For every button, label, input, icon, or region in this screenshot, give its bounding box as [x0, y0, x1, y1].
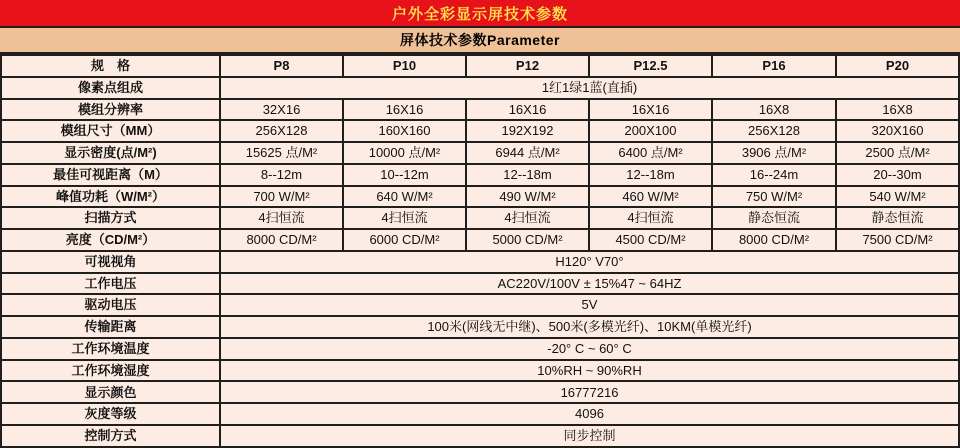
- sheet-title: 户外全彩显示屏技术参数: [391, 5, 568, 23]
- spec-table-body: [1, 55, 959, 447]
- sheet-title-band: [0, 0, 960, 28]
- merged-cell-value: 5V: [220, 294, 959, 316]
- cell-value: 2500 点/M²: [836, 142, 959, 164]
- row-label: 可视视角: [1, 251, 220, 273]
- column-header: P8: [220, 55, 343, 77]
- cell-value: 16--24m: [712, 164, 836, 186]
- table-row: [1, 360, 959, 382]
- cell-value: 490 W/M²: [466, 186, 589, 208]
- table-row: [1, 273, 959, 295]
- table-row: [1, 338, 959, 360]
- table-row: [1, 251, 959, 273]
- merged-cell-value: AC220V/100V ± 15%47 ~ 64HZ: [220, 273, 959, 295]
- column-header: P12: [466, 55, 589, 77]
- cell-value: 200X100: [589, 120, 712, 142]
- cell-value: 6944 点/M²: [466, 142, 589, 164]
- cell-value: 10000 点/M²: [343, 142, 466, 164]
- row-label: 显示密度(点/M²): [1, 142, 220, 164]
- table-row: [1, 207, 959, 229]
- row-label: 模组尺寸（MM）: [1, 120, 220, 142]
- merged-cell-value: -20° C ~ 60° C: [220, 338, 959, 360]
- cell-value: 3906 点/M²: [712, 142, 836, 164]
- table-row: [1, 142, 959, 164]
- row-label: 显示颜色: [1, 381, 220, 403]
- column-header: P12.5: [589, 55, 712, 77]
- cell-value: 16X8: [712, 99, 836, 121]
- cell-value: 640 W/M²: [343, 186, 466, 208]
- spec-label-cell: 规 格: [1, 55, 220, 77]
- table-row: [1, 99, 959, 121]
- merged-cell-value: 10%RH ~ 90%RH: [220, 360, 959, 382]
- cell-value: 8--12m: [220, 164, 343, 186]
- merged-cell-value: 4096: [220, 403, 959, 425]
- cell-value: 8000 CD/M²: [220, 229, 343, 251]
- cell-value: 12--18m: [466, 164, 589, 186]
- row-label: 模组分辨率: [1, 99, 220, 121]
- cell-value: 540 W/M²: [836, 186, 959, 208]
- cell-value: 静态恒流: [836, 207, 959, 229]
- cell-value: 32X16: [220, 99, 343, 121]
- merged-cell-value: H120° V70°: [220, 251, 959, 273]
- cell-value: 10--12m: [343, 164, 466, 186]
- table-row: [1, 294, 959, 316]
- cell-value: 6000 CD/M²: [343, 229, 466, 251]
- cell-value: 256X128: [712, 120, 836, 142]
- cell-value: 4扫恒流: [589, 207, 712, 229]
- cell-value: 6400 点/M²: [589, 142, 712, 164]
- row-label: 亮度（CD/M²）: [1, 229, 220, 251]
- row-label: 像素点组成: [1, 77, 220, 99]
- column-header: P16: [712, 55, 836, 77]
- row-label: 最佳可视距离（M）: [1, 164, 220, 186]
- table-row: [1, 316, 959, 338]
- cell-value: 4扫恒流: [343, 207, 466, 229]
- cell-value: 700 W/M²: [220, 186, 343, 208]
- column-header: P10: [343, 55, 466, 77]
- row-label: 驱动电压: [1, 294, 220, 316]
- table-row: [1, 425, 959, 447]
- table-row: [1, 186, 959, 208]
- cell-value: 160X160: [343, 120, 466, 142]
- cell-value: 320X160: [836, 120, 959, 142]
- row-label: 工作环境温度: [1, 338, 220, 360]
- cell-value: 16X8: [836, 99, 959, 121]
- spec-table: [0, 54, 960, 448]
- cell-value: 256X128: [220, 120, 343, 142]
- row-label: 扫描方式: [1, 207, 220, 229]
- cell-value: 4500 CD/M²: [589, 229, 712, 251]
- table-row: [1, 120, 959, 142]
- cell-value: 20--30m: [836, 164, 959, 186]
- cell-value: 7500 CD/M²: [836, 229, 959, 251]
- cell-value: 16X16: [589, 99, 712, 121]
- merged-cell-value: 同步控制: [220, 425, 959, 447]
- cell-value: 5000 CD/M²: [466, 229, 589, 251]
- merged-cell-value: 16777216: [220, 381, 959, 403]
- column-header: P20: [836, 55, 959, 77]
- row-label: 工作电压: [1, 273, 220, 295]
- row-label: 工作环境湿度: [1, 360, 220, 382]
- sheet-subtitle-band: [0, 28, 960, 54]
- cell-value: 12--18m: [589, 164, 712, 186]
- cell-value: 192X192: [466, 120, 589, 142]
- cell-value: 4扫恒流: [466, 207, 589, 229]
- cell-value: 750 W/M²: [712, 186, 836, 208]
- row-label: 灰度等级: [1, 403, 220, 425]
- merged-cell-value: 100米(网线无中继)、500米(多模光纤)、10KM(单模光纤): [220, 316, 959, 338]
- table-row: [1, 381, 959, 403]
- cell-value: 静态恒流: [712, 207, 836, 229]
- cell-value: 460 W/M²: [589, 186, 712, 208]
- row-label: 控制方式: [1, 425, 220, 447]
- table-row: [1, 403, 959, 425]
- table-row: [1, 164, 959, 186]
- row-label: 峰值功耗（W/M²）: [1, 186, 220, 208]
- cell-value: 15625 点/M²: [220, 142, 343, 164]
- sheet-subtitle: 屏体技术参数Parameter: [400, 32, 560, 48]
- cell-value: 16X16: [343, 99, 466, 121]
- row-label: 传输距离: [1, 316, 220, 338]
- cell-value: 4扫恒流: [220, 207, 343, 229]
- cell-value: 8000 CD/M²: [712, 229, 836, 251]
- table-row: [1, 77, 959, 99]
- table-row: [1, 229, 959, 251]
- table-header-row: [1, 55, 959, 77]
- cell-value: 16X16: [466, 99, 589, 121]
- merged-cell-value: 1红1绿1蓝(直插): [220, 77, 959, 99]
